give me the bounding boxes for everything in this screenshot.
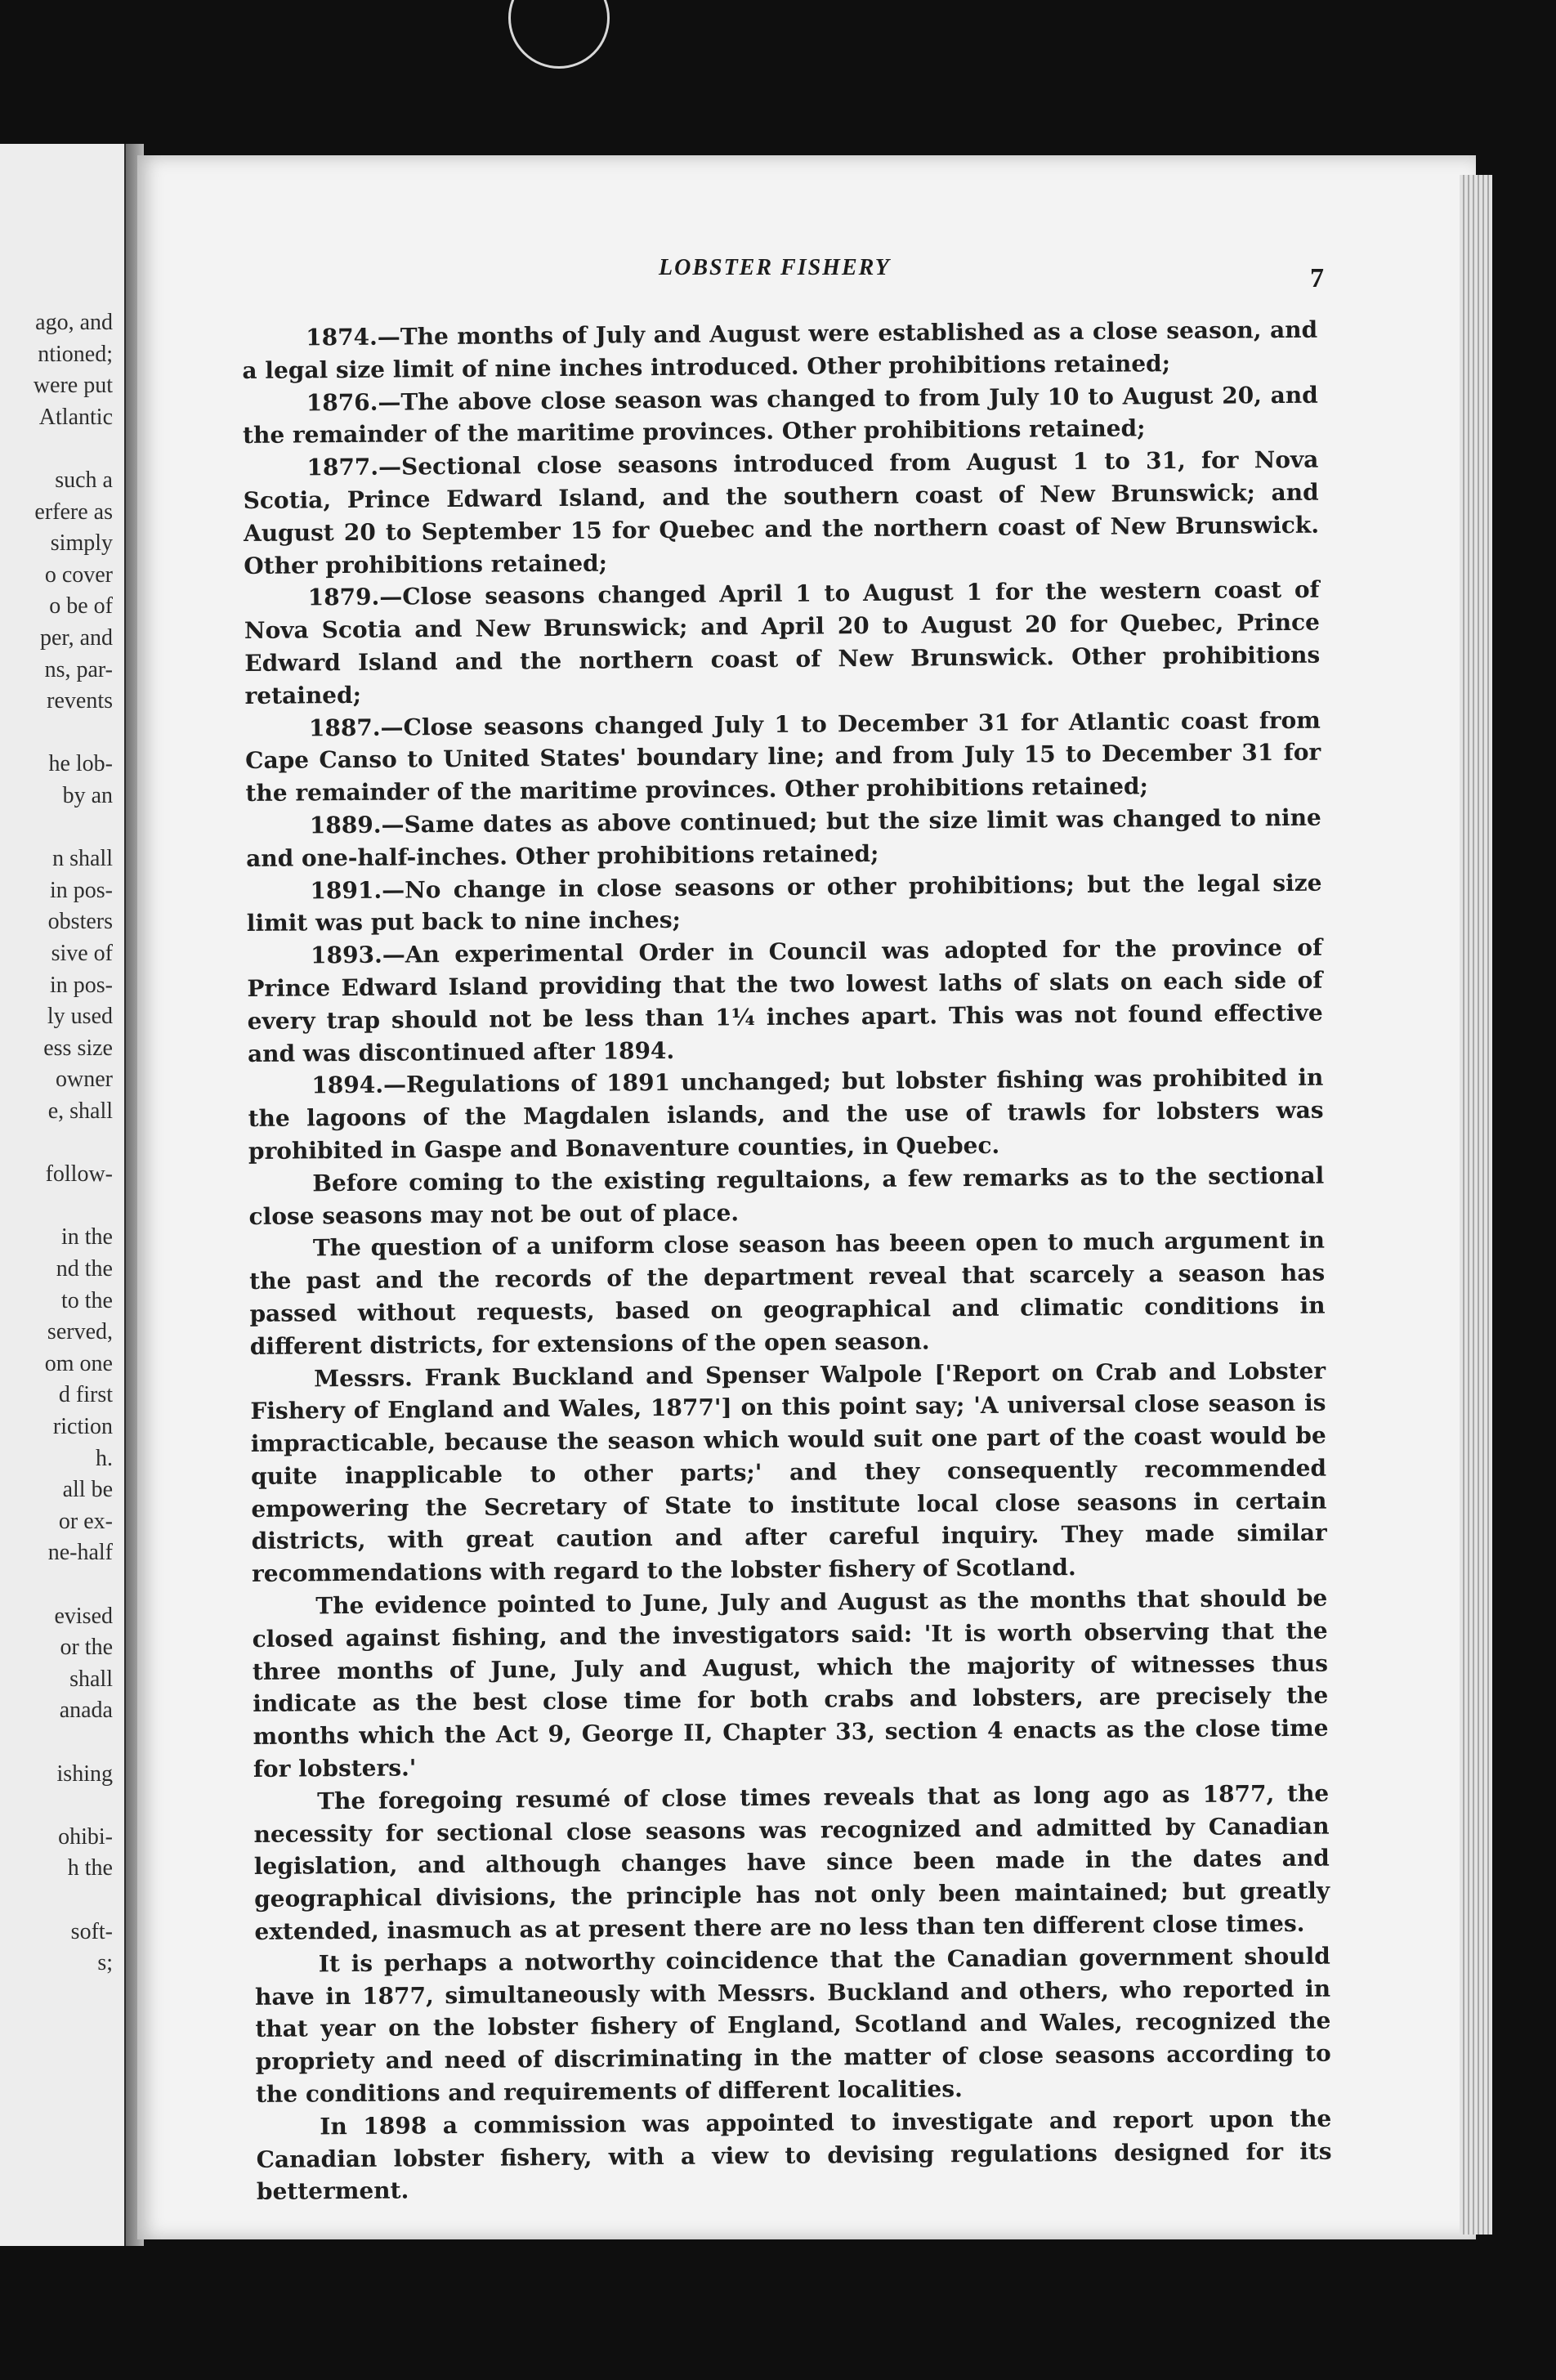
- body-text: [242, 314, 1332, 2208]
- left-page-line: erfere as: [34, 499, 113, 525]
- left-page-line: were put: [33, 373, 113, 399]
- left-page-line: ess size: [43, 1035, 113, 1061]
- left-page-line: ne-half: [47, 1540, 113, 1566]
- paragraph: 1876.—The above close season was changed to from July 10 to August 20, and the remainder of the maritime provinces. Other prohibitions retained;: [242, 381, 1318, 450]
- paragraph: 1874.—The months of July and August were established as a close season, and a legal size limit of nine inches introduced. Other prohibitions retained;: [242, 315, 1318, 384]
- left-page-line: h the: [67, 1855, 113, 1881]
- paragraph: Messrs. Frank Buckland and Spenser Walpole ['Report on Crab and Lobster Fishery of England and Wales, 1877'] on this point say; 'A universal close season is impracticable, because the season which would suit one part of the coast would be quite inapplicable to other parts;' and they consequently recommended empowering the Secretary of State to institute local close seasons in certain districts, with great caution and after careful inquiry. They made similar recommendations with regard to the lobster fishery of Scotland.: [250, 1357, 1327, 1588]
- paragraph: 1891.—No change in close seasons or other prohibitions; but the legal size limit was put back to nine inches;: [246, 869, 1322, 937]
- left-page-line: in the: [61, 1224, 113, 1250]
- left-page-line: anada: [59, 1698, 113, 1724]
- left-page-line: or the: [60, 1635, 113, 1661]
- scan-mark: [508, 0, 610, 69]
- left-page-line: served,: [47, 1319, 113, 1345]
- left-page-fragment: [0, 144, 129, 2246]
- left-page-line: to the: [61, 1287, 113, 1313]
- paragraph: 1894.—Regulations of 1891 unchanged; but lobster fishing was prohibited in the lagoons of the Magdalen islands, and the use of trawls for lobsters was prohibited in Gaspe and Bonaventure counties, in Quebec.: [248, 1063, 1324, 1165]
- left-page-line: he lob-: [48, 751, 113, 777]
- left-page-line: obsters: [47, 909, 113, 935]
- left-page-line: ntioned;: [38, 341, 113, 367]
- left-page-line: o cover: [44, 561, 113, 588]
- left-page-line: simply: [50, 530, 113, 557]
- paragraph: Before coming to the existing regultaions, a few remarks as to the sectional close seasons may not be out of place.: [248, 1161, 1325, 1230]
- paragraph: 1877.—Sectional close seasons introduced from August 1 to 31, for Nova Scotia, Prince Edward Island, and the southern coast of New Brunswick; and August 20 to September 15 for Quebec and the northern coast of New Brunswick. Other prohibitions retained;: [243, 445, 1320, 579]
- left-page-line: in pos-: [50, 877, 113, 903]
- left-page-line: in pos-: [50, 972, 113, 998]
- left-page-line: ishing: [56, 1760, 113, 1787]
- paragraph: 1879.—Close seasons changed April 1 to August 1 for the western coast of Nova Scotia and New Brunswick; and April 20 to August 20 for Quebec, Prince Edward Island and the northern coast of New Brunswick. Other prohibitions retained;: [244, 576, 1321, 709]
- left-page-line: Atlantic: [38, 404, 113, 430]
- left-page-line: ago, and: [35, 310, 113, 335]
- paragraph: The foregoing resumé of close times reveals that as long ago as 1877, the necessity for sectional close seasons was recognized and admitted by Canadian legislation, and although changes have since been made in the dates and geographical divisions, the principle has not only been maintained; but greatly extended, inasmuch as at present there are no less than ten different close times.: [253, 1779, 1330, 1945]
- left-page-line: shall: [69, 1666, 113, 1692]
- paragraph: It is perhaps a notworthy coincidence that the Canadian government should have in 1877, simultaneously with Messrs. Buckland and others, who reported in that year on the lobster fishery of England, Scotland and Wales, recognized the propriety and need of discriminating in the matter of close seasons according to the conditions and requirements of different localities.: [254, 1942, 1331, 2108]
- left-page-line: follow-: [45, 1161, 113, 1188]
- page-edge: [1460, 175, 1492, 2235]
- paragraph: 1893.—An experimental Order in Council was adopted for the province of Prince Edward Island providing that the two lowest laths of slats on each side of every trap should not be less than 1¼ inches apart. This was not found effective and was discontinued after 1894.: [247, 933, 1323, 1067]
- left-page-line: ns, par-: [44, 656, 113, 682]
- left-page-line: such a: [55, 468, 113, 493]
- left-page-line: sive of: [51, 941, 113, 966]
- left-page-line: s;: [97, 1950, 113, 1976]
- left-page-line: ohibi-: [58, 1823, 113, 1850]
- left-page-line: evised: [54, 1603, 113, 1629]
- left-page-line: d first: [58, 1382, 113, 1408]
- left-page-line: e, shall: [47, 1098, 113, 1124]
- paragraph: The evidence pointed to June, July and August as the months that should be closed against fishing, and the investigators said: 'It is worth observing that the three months of June, July and August, which the majority of witnesses thus indicate as the best close time for both crabs and lobsters, are precisely the months which the Act 9, George II, Chapter 33, section 4 enacts as the close time for lobsters.': [252, 1584, 1329, 1783]
- paragraph: 1889.—Same dates as above continued; but the size limit was changed to nine and one-half-inches. Other prohibitions retained;: [246, 803, 1321, 872]
- left-page-line: om one: [44, 1350, 113, 1376]
- left-page-line: o be of: [49, 593, 113, 620]
- left-page-line: or ex-: [58, 1508, 113, 1534]
- paragraph: The question of a uniform close season has beeen open to much argument in the past and the records of the department reveal that scarcely a season has passed without requests, based on geographical and climatic conditions in different districts, for extensions of the open season.: [249, 1226, 1326, 1360]
- left-page-line: nd the: [56, 1256, 113, 1282]
- left-page-line: all be: [62, 1477, 113, 1503]
- paragraph: In 1898 a commission was appointed to investigate and report upon the Canadian lobster fishery, with a view to devising regulations designed for its betterment.: [256, 2105, 1332, 2206]
- left-page-line: by an: [62, 783, 113, 808]
- left-page-line: owner: [56, 1067, 113, 1093]
- left-page-line: per, and: [39, 625, 113, 651]
- page-number: 7: [1310, 263, 1324, 293]
- running-head: LOBSTER FISHERY: [659, 255, 891, 280]
- paragraph: 1887.—Close seasons changed July 1 to December 31 for Atlantic coast from Cape Canso to United States' boundary line; and from July 15 to December 31 for the remainder of the maritime provinces. Other prohibitions retained;: [245, 706, 1321, 808]
- left-page-line: riction: [52, 1414, 113, 1439]
- left-page-line: soft-: [70, 1918, 113, 1944]
- left-page-line: ly used: [47, 1004, 113, 1030]
- left-page-line: h.: [96, 1445, 113, 1471]
- left-page-line: revents: [47, 688, 113, 714]
- left-page-line: n shall: [52, 846, 113, 872]
